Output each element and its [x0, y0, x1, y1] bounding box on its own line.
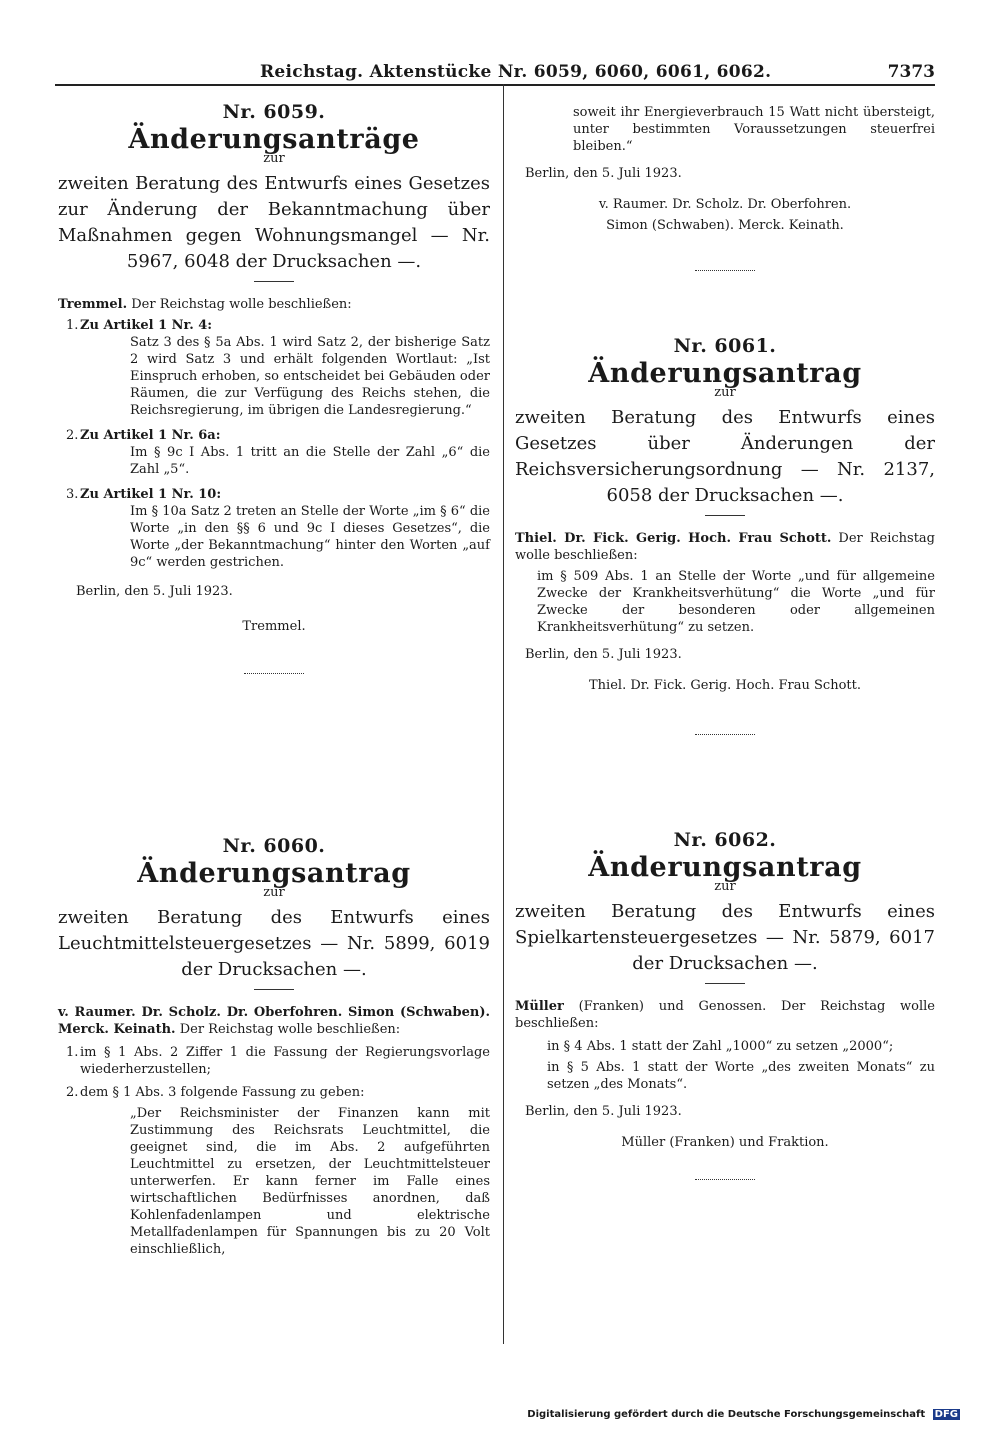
- signature: Thiel. Dr. Fick. Gerig. Hoch. Frau Schott.: [589, 678, 861, 693]
- motion-body: im § 509 Abs. 1 an Stelle der Worte „und für allgemeine Zwecke der Krankheitsverhütung“ die Worte „und für Zwecke der besonderen oder allgemeinen Krankheitsverhütung“ zu setzen.: [537, 569, 935, 635]
- section-title: Änderungsantrag: [588, 358, 862, 389]
- item-number: 2.: [66, 428, 79, 443]
- date-line: Berlin, den 5. Juli 1923.: [525, 647, 682, 662]
- motion-intro: [58, 296, 490, 313]
- proposer-names: v. Raumer. Dr. Scholz. Dr. Oberfohren. Simon (Schwaben). Merck. Keinath.: [58, 1005, 490, 1037]
- quote-continuation: soweit ihr Energieverbrauch 15 Watt nicht übersteigt, unter bestimmten Voraussetzungen steuerfrei bleiben.“: [573, 105, 935, 154]
- item-number: 2.: [66, 1085, 79, 1100]
- page-header: [55, 56, 935, 86]
- page-number: 7373: [887, 62, 935, 82]
- section-number: Nr. 6060.: [222, 835, 326, 857]
- section-title: Änderungsanträge: [128, 124, 420, 155]
- signature-line-2: Simon (Schwaben). Merck. Keinath.: [606, 218, 844, 233]
- section-separator: [695, 1179, 755, 1180]
- section-zur: zur: [714, 385, 736, 400]
- section-number: Nr. 6059.: [222, 101, 326, 123]
- footer-text: Digitalisierung gefördert durch die Deutsche Forschungsgemeinschaft: [527, 1409, 926, 1420]
- section-number: Nr. 6061.: [673, 335, 777, 357]
- section-subtitle: zweiten Beratung des Entwurfs eines Gesetzes zur Änderung der Bekanntmachung über Maßnahmen gegen Wohnungsmangel — Nr. 5967, 6048 der Drucksachen —.: [58, 173, 490, 272]
- amendment-item: in § 4 Abs. 1 statt der Zahl „1000“ zu setzen „2000“;: [547, 1039, 894, 1054]
- signature: Müller (Franken) und Fraktion.: [621, 1135, 829, 1150]
- signature-line-1: v. Raumer. Dr. Scholz. Dr. Oberfohren.: [598, 197, 852, 212]
- quote-text: „Der Reichsminister der Finanzen kann mit Zustimmung des Reichsrats Leuchtmittel, die geeignet sind, die im Abs. 2 aufgeführten Leuchtmittel zu ersetzen, der Leuchtmittelsteuer unterwerfen. Er kann ferner im Falle eines wirtschaftlichen Bedürfnisses anordnen, daß Kohlenfadenlampen und elektrische Metallfadenlampen für Spannungen bis zu 20 Volt einschließlich,: [130, 1106, 490, 1257]
- date-line: Berlin, den 5. Juli 1923.: [525, 1104, 682, 1119]
- section-6062: [515, 829, 935, 1186]
- divider: [705, 515, 745, 516]
- section-subtitle: zweiten Beratung des Entwurfs eines Spielkartensteuergesetzes — Nr. 5879, 6017 der Drucksachen —.: [515, 901, 935, 974]
- section-separator: [695, 270, 755, 271]
- section-6061: [515, 335, 935, 741]
- amendment-item: in § 5 Abs. 1 statt der Worte „des zweiten Monats“ zu setzen „des Monats“.: [547, 1060, 935, 1092]
- item-text: Im § 9c I Abs. 1 tritt an die Stelle der Zahl „6“ die Zahl „5“.: [130, 445, 490, 477]
- item-number: 1.: [66, 1045, 79, 1060]
- section-zur: zur: [263, 151, 285, 166]
- footer-credit: [527, 1409, 960, 1420]
- section-subtitle: zweiten Beratung des Entwurfs eines Gesetzes über Änderungen der Reichsversicherungsordnung — Nr. 2137, 6058 der Drucksachen —.: [515, 407, 935, 506]
- date-line: Berlin, den 5. Juli 1923.: [76, 584, 233, 599]
- date-line: Berlin, den 5. Juli 1923.: [525, 166, 682, 181]
- motion-intro-text: (Franken) und Genossen. Der Reichstag wolle beschließen:: [515, 999, 935, 1031]
- column-divider: [503, 84, 504, 1344]
- divider: [254, 281, 294, 282]
- item-number: 3.: [66, 487, 79, 502]
- item-text: im § 1 Abs. 2 Ziffer 1 die Fassung der Regierungsvorlage wiederherzustellen;: [80, 1045, 490, 1077]
- section-subtitle: zweiten Beratung des Entwurfs eines Leuchtmittelsteuergesetzes — Nr. 5899, 6019 der Drucksachen —.: [58, 907, 490, 980]
- item-text: Satz 3 des § 5a Abs. 1 wird Satz 2, der bisherige Satz 2 wird Satz 3 und erhält folgenden Wortlaut: „Ist Einspruch erhoben, so entscheidet bei Gebäuden oder Räumen, die zur Verfügung des Reichs stehen, die Reichsregierung, im übrigen die Landesregierung.“: [130, 335, 490, 418]
- dfg-logo: DFG: [934, 1409, 958, 1420]
- item-head: Zu Artikel 1 Nr. 4:: [80, 318, 213, 333]
- section-separator: [695, 734, 755, 735]
- list-item: [58, 1084, 490, 1101]
- proposer-names: Thiel. Dr. Fick. Gerig. Hoch. Frau Schott.: [515, 531, 832, 546]
- proposer-name: Müller: [515, 999, 564, 1014]
- section-zur: zur: [714, 879, 736, 894]
- motion-intro: [515, 530, 935, 564]
- motion-intro-text: Der Reichstag wolle beschließen:: [179, 1022, 401, 1037]
- header-rule: [55, 84, 935, 86]
- motion-intro: [58, 1004, 490, 1038]
- item-text: Im § 10a Satz 2 treten an Stelle der Worte „im § 6“ die Worte „in den §§ 6 und 9c I dieses Gesetzes“, die Worte „der Bekanntmachung“ hinter den Worten „auf 9c“ werden gestrichen.: [130, 504, 490, 570]
- divider: [254, 989, 294, 990]
- list-item: [58, 1044, 490, 1078]
- section-zur: zur: [263, 885, 285, 900]
- item-head: Zu Artikel 1 Nr. 6a:: [80, 428, 221, 443]
- section-title: Änderungsantrag: [137, 858, 411, 889]
- proposer-name: Tremmel.: [58, 297, 128, 312]
- motion-intro: [515, 998, 935, 1032]
- section-separator: [244, 673, 304, 674]
- item-number: 1.: [66, 318, 79, 333]
- motion-intro-text: Der Reichstag wolle beschließen:: [515, 531, 935, 563]
- section-6059: [58, 101, 490, 680]
- list-item: [58, 427, 490, 444]
- divider: [705, 983, 745, 984]
- section-title: Änderungsantrag: [588, 852, 862, 883]
- section-6060: [58, 835, 490, 1258]
- running-title: Reichstag. Aktenstücke Nr. 6059, 6060, 6061, 6062.: [260, 62, 772, 82]
- section-number: Nr. 6062.: [673, 829, 777, 851]
- signature: Tremmel.: [242, 619, 306, 634]
- motion-intro-text: Der Reichstag wolle beschließen:: [131, 297, 352, 312]
- list-item: [58, 317, 490, 334]
- section-6060-continuation: [515, 104, 935, 277]
- list-item: [58, 486, 490, 503]
- item-head: Zu Artikel 1 Nr. 10:: [80, 487, 222, 502]
- item-text: dem § 1 Abs. 3 folgende Fassung zu geben:: [80, 1085, 365, 1100]
